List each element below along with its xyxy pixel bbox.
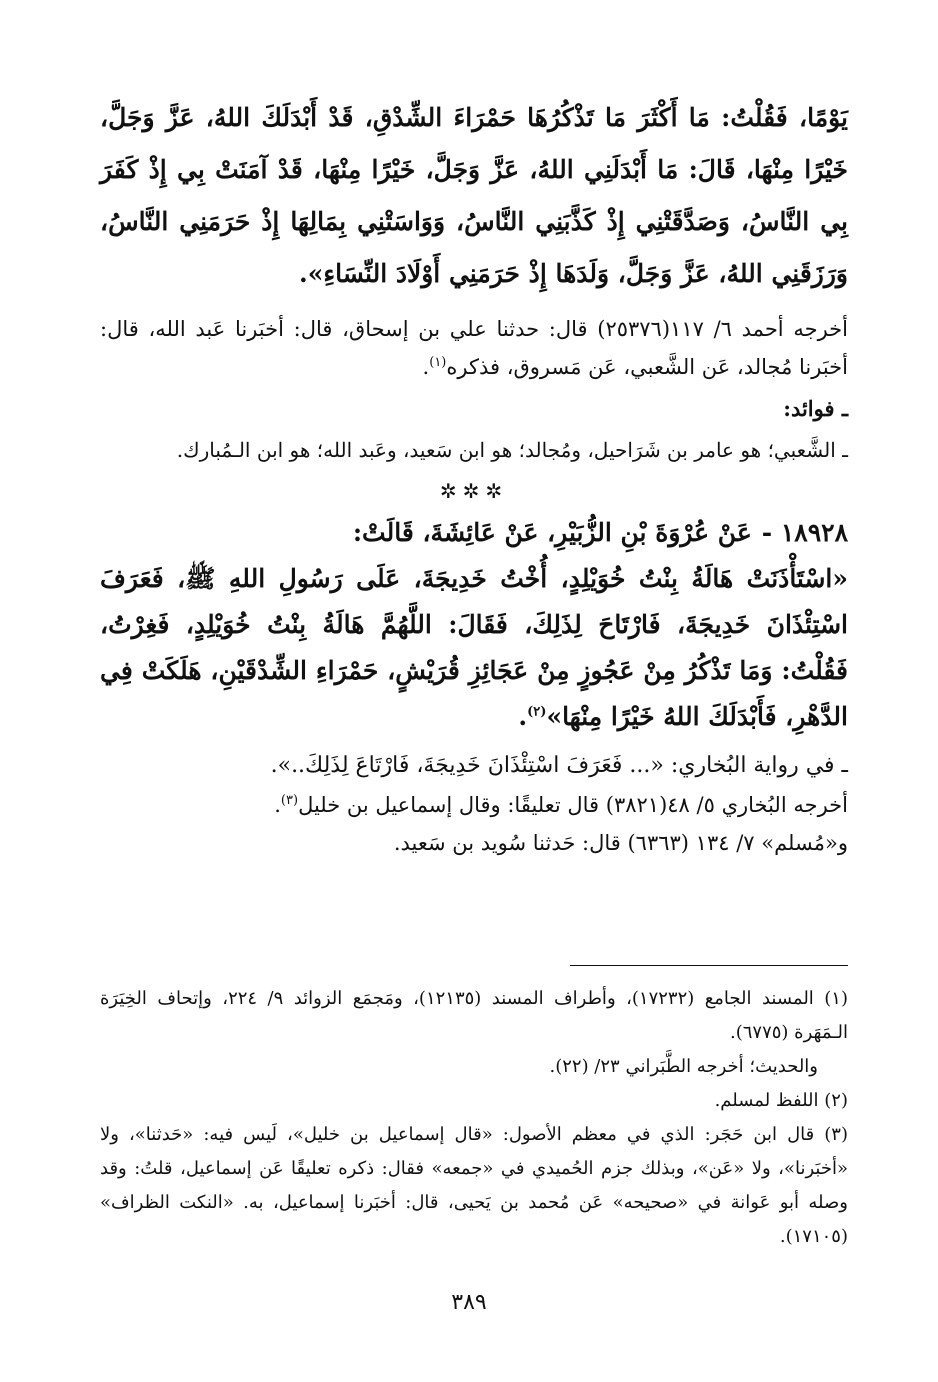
footnote-1: (١) المسند الجامع (١٧٢٣٢)، وأطراف المسند (١٢١٣٥)، ومَجمَع الزوائد ٩/ ٢٢٤، وإتحاف الخِيَرَة الـمَهَرة (٦٧٧٥).	[100, 988, 848, 1043]
footnote-divider	[570, 965, 848, 966]
fawaid-heading: ـ فوائد:	[783, 396, 848, 421]
footnote-ref-2[interactable]: (٢)	[527, 704, 547, 720]
bukhari-narration: ـ في رواية البُخاري: «... فَعَرَفَ اسْتِئْذَانَ خَدِيجَةَ، فَارْتَاعَ لِذَلِكَ..».	[270, 753, 848, 778]
footnote-1-continuation: والحديث؛ أخرجه الطَّبَراني ٢٣/ (٢٢).	[549, 1056, 818, 1077]
footnote-ref-1[interactable]: (١)	[429, 355, 447, 370]
takhrij-muslim: و«مُسلم» ٧/ ١٣٤ (٦٣٦٣) قال: حَدثنا سُويد بن سَعيد.	[393, 831, 848, 855]
footnote-ref-3[interactable]: (٣)	[280, 793, 299, 808]
page-number: ٣٨٩	[451, 1290, 487, 1315]
footnote-3: (٣) قال ابن حَجَر: الذي في معظم الأصول: «قال إسماعيل بن خليل»، لَيس فيه: «حَدثنا»، ولا «أخبَرنا»، ولا «عَن»، وبذلك جزم الحُميدي في «جمعه» فقال: ذكره تعليقًا عَن إسماعيل، قلتُ: وقد وصله أبو عَوانة في «صحيحه» عَن مُحمد بن يَحيى، قال: أخبَرنا إسماعيل، به. «النكت الظراف» (١٧١٠٥).	[100, 1124, 848, 1247]
hadith-matn: «اسْتَأْذَنَتْ هَالَةُ بِنْتُ خُوَيْلِدٍ، أُخْتُ خَدِيجَةَ، عَلَى رَسُولِ اللهِ ﷺ، فَعَرَفَ اسْتِئْذَانَ خَدِيجَةَ، فَارْتَاحَ لِذَلِكَ، فَقَالَ: اللَّهُمَّ هَالَةُ بِنْتُ خُوَيْلِدٍ، فَغِرْتُ، فَقُلْتُ: وَمَا تَذْكُرُ مِنْ عَجُوزٍ مِنْ عَجَائِزِ قُرَيْشٍ، حَمْرَاءِ الشِّدْقَيْنِ، هَلَكَتْ فِي الدَّهْرِ، فَأَبْدَلَكَ اللهُ خَيْرًا مِنْهَا»$^{(٢)}$.	[100, 564, 848, 731]
page-body	[100, 92, 848, 862]
hadith-heading	[100, 510, 848, 556]
section-separator: ✲✲✲	[439, 479, 509, 503]
footnote-2: (٢) اللفظ لمسلم.	[714, 1090, 848, 1111]
takhrij-bukhari: أخرجه البُخاري ٥/ ٤٨(٣٨٢١) قال تعليقًا: وقال إسماعيل بن خليل$^{(٣)}$.	[274, 793, 848, 817]
isnad-text: أخرجه أحمد ٦/ ١١٧(٢٥٣٧٦) قال: حدثنا علي بن إسحاق، قال: أخبَرنا عَبد الله، قال: أخبَرنا مُجالد، عَن الشَّعبي، عَن مَسروق، فذكره	[100, 317, 848, 379]
hadith-text-continued: يَوْمًا، فَقُلْتُ: مَا أَكْثَرَ مَا تَذْكُرُهَا حَمْرَاءَ الشِّدْقِ، قَدْ أَبْدَلَكَ اللهُ، عَزَّ وَجَلَّ، خَيْرًا مِنْهَا، قَالَ: مَا أَبْدَلَنِي اللهُ، عَزَّ وَجَلَّ، خَيْرًا مِنْهَا، قَدْ آمَنَتْ بِي إِذْ كَفَرَ بِي النَّاسُ، وَصَدَّقَتْنِي إِذْ كَذَّبَنِي النَّاسُ، وَوَاسَتْنِي بِمَالِهَا إِذْ حَرَمَنِي النَّاسُ، وَرَزَقَنِي اللهُ، عَزَّ وَجَلَّ، وَلَدَهَا إِذْ حَرَمَنِي أَوْلَادَ النِّسَاءِ».	[100, 103, 848, 288]
hadith-chain: عَنْ عُرْوَةَ بْنِ الزُّبَيْرِ، عَنْ عَائِشَةَ، قَالَتْ:	[352, 518, 752, 547]
hadith-number: ١٨٩٢٨ -	[761, 518, 848, 547]
takhrij-bukhari-text: أخرجه البُخاري ٥/ ٤٨(٣٨٢١) قال تعليقًا: وقال إسماعيل بن خليل	[298, 793, 848, 817]
isnad-paragraph: أخرجه أحمد ٦/ ١١٧(٢٥٣٧٦) قال: حدثنا علي بن إسحاق، قال: أخبَرنا عَبد الله، قال: أخبَرنا مُجالد، عَن الشَّعبي، عَن مَسروق، فذكره$^{(١)}$.	[100, 317, 848, 379]
footnotes-section	[100, 982, 848, 1254]
matn-text: «اسْتَأْذَنَتْ هَالَةُ بِنْتُ خُوَيْلِدٍ، أُخْتُ خَدِيجَةَ، عَلَى رَسُولِ اللهِ ﷺ، فَعَرَفَ اسْتِئْذَانَ خَدِيجَةَ، فَارْتَاحَ لِذَلِكَ، فَقَالَ: اللَّهُمَّ هَالَةُ بِنْتُ خُوَيْلِدٍ، فَغِرْتُ، فَقُلْتُ: وَمَا تَذْكُرُ مِنْ عَجُوزٍ مِنْ عَجَائِزِ قُرَيْشٍ، حَمْرَاءِ الشِّدْقَيْنِ، هَلَكَتْ فِي الدَّهْرِ، فَأَبْدَلَكَ اللهُ خَيْرًا مِنْهَا»	[100, 564, 848, 731]
fawaid-item: ـ الشَّعبي؛ هو عامر بن شَرَاحيل، ومُجالد؛ هو ابن سَعيد، وعَبد الله؛ هو ابن الـمُبارك.	[176, 438, 848, 462]
